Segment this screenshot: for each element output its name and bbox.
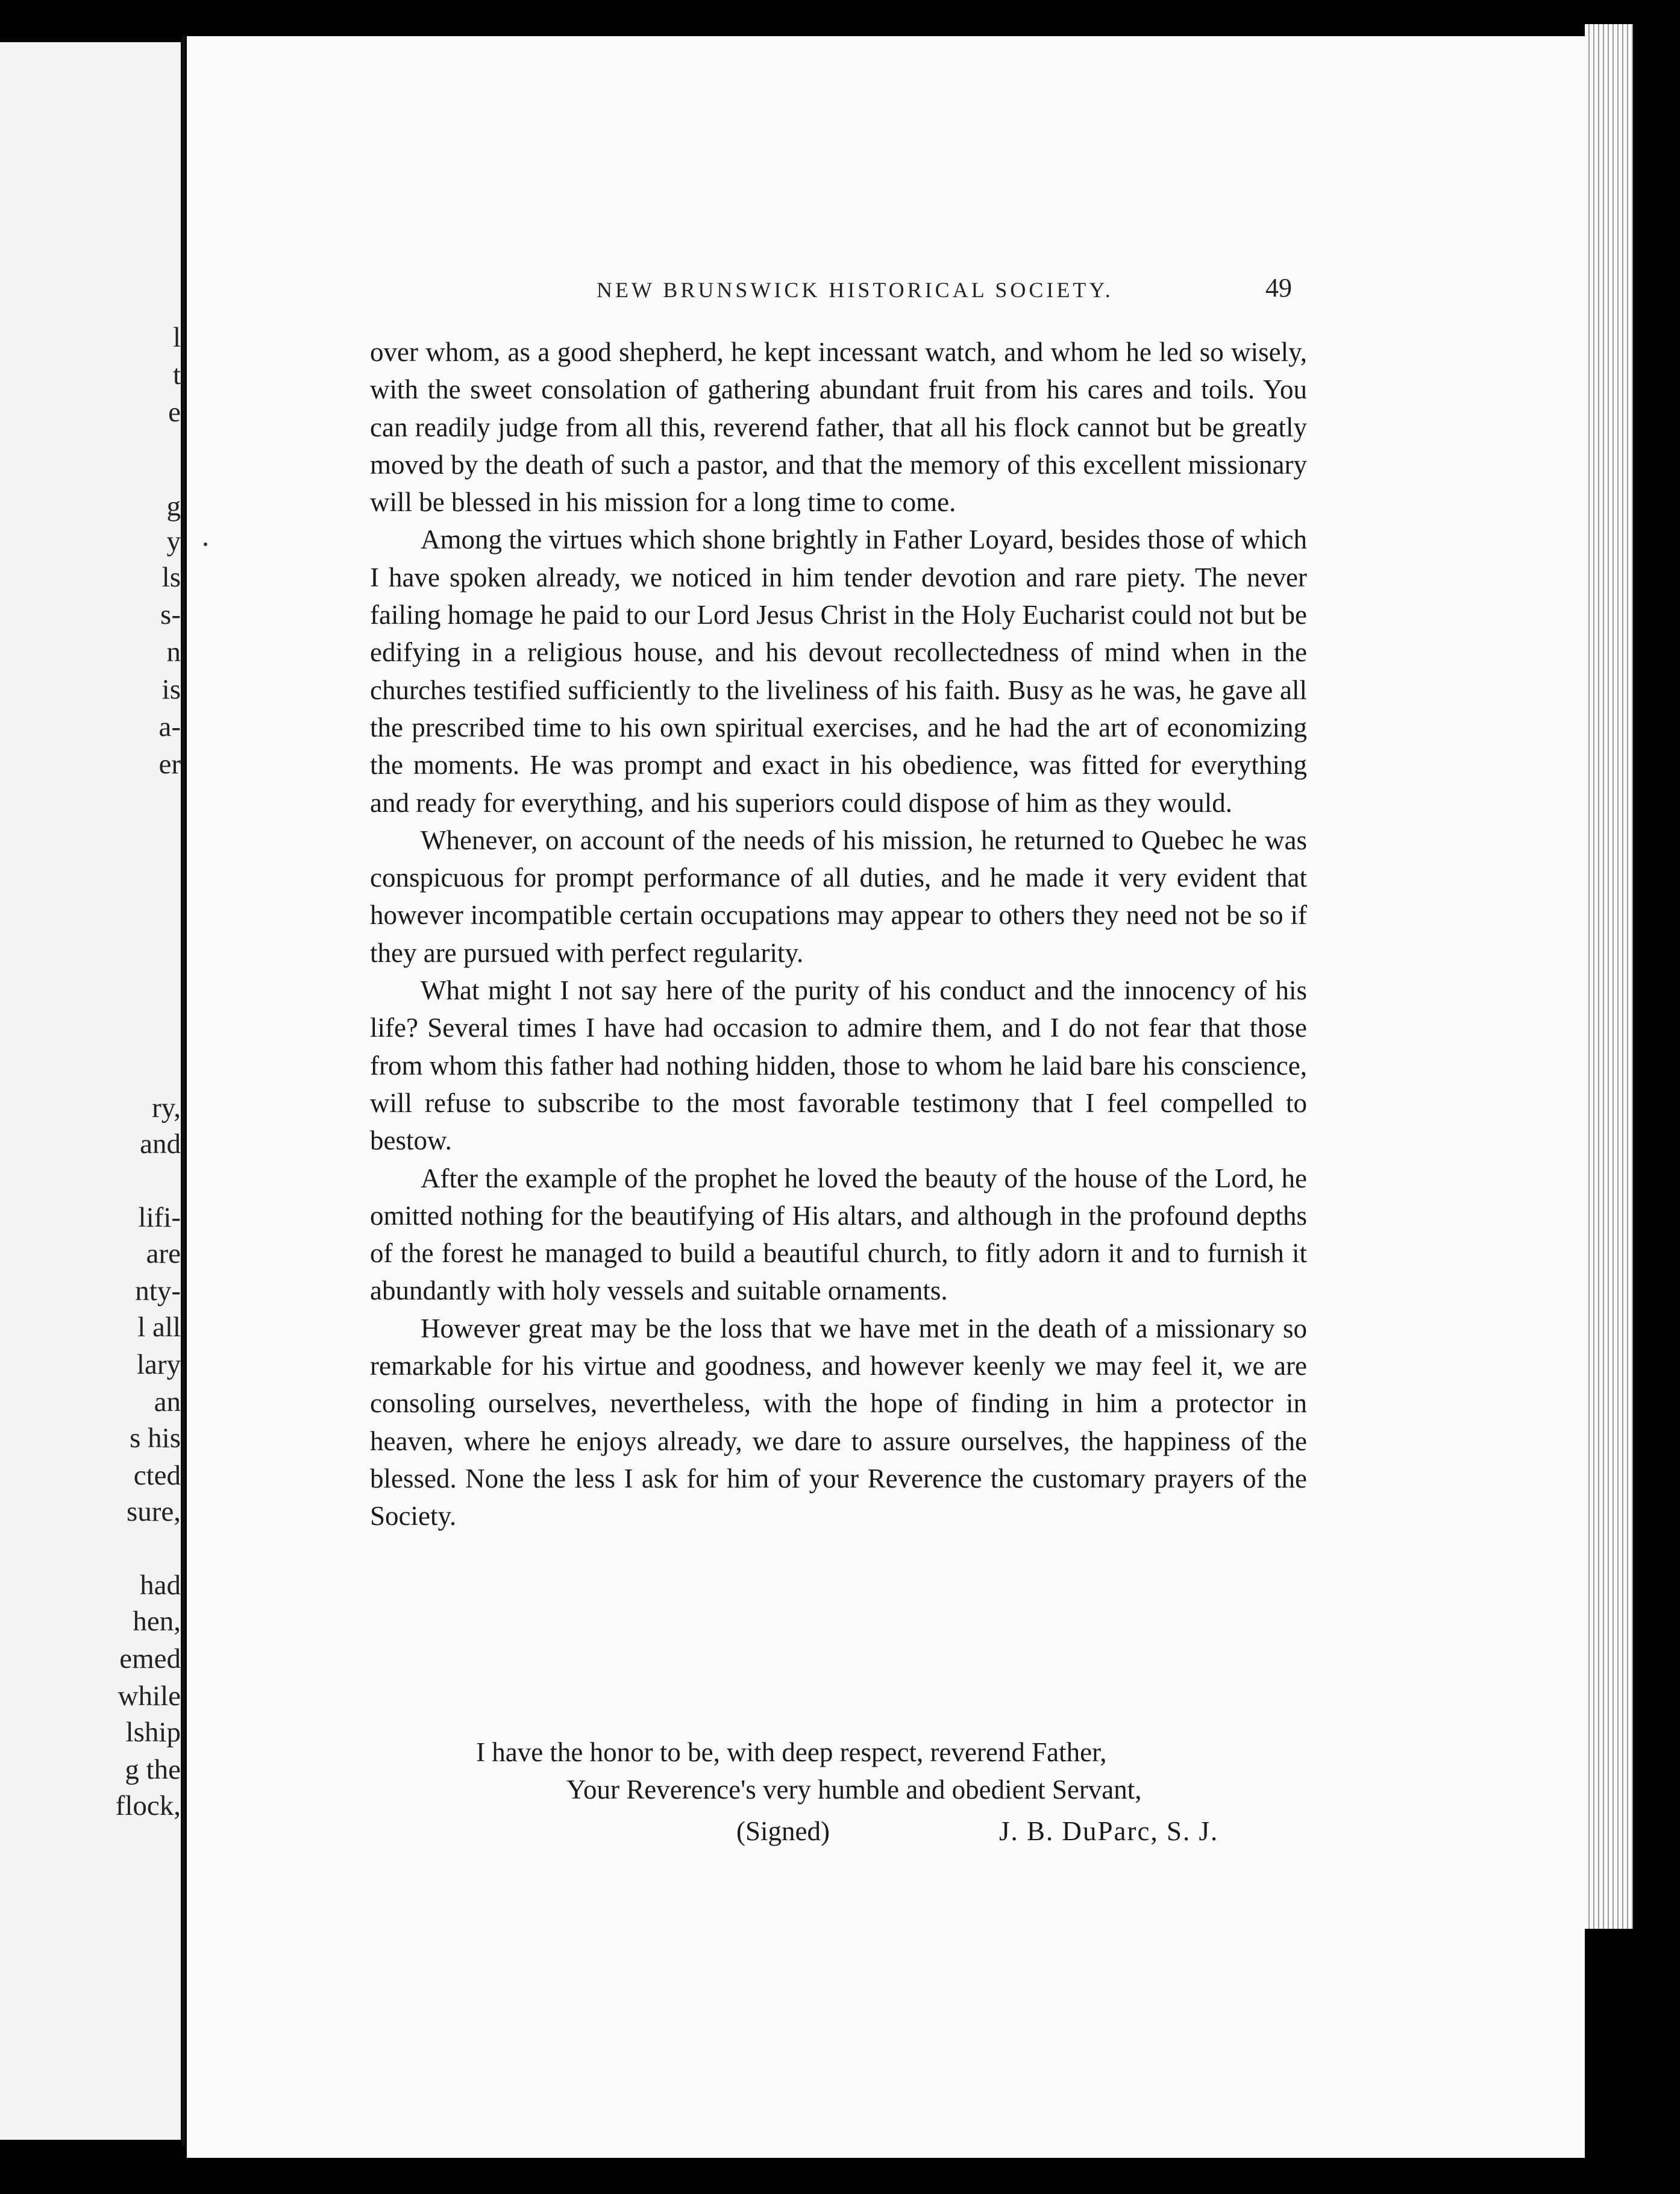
facing-page-word-fragment: flock, — [115, 1790, 181, 1822]
facing-page-word-fragment: ry, — [152, 1092, 181, 1124]
facing-page-word-fragment: while — [118, 1680, 181, 1712]
paragraph: Among the virtues which shone brightly in Father Loyard, besides those of which I have spoken already, we noticed in him tender devotion and rare piety. The never failing homage he paid to our Lord Jesus Christ in the Holy Eucharist could not but be edifying in a religious house, and his devout recollectedness of mind when in the churches testified sufficiently to the liveliness of his faith. Busy as he was, he gave all the prescribed time to his own spiritual exercises, and he had the art of economizing the moments. He was prompt and exact in his obedience, was fitted for everything and ready for everything, and his superiors could dispose of him as they would. — [370, 524, 1307, 818]
running-head: NEW BRUNSWICK HISTORICAL SOCIETY. — [597, 278, 1114, 302]
signed-label: (Signed) — [736, 1816, 830, 1846]
paragraph: After the example of the prophet he loved the beauty of the house of the Lord, he omitted nothing for the beautifying of His altars, and although in the profound depths of the forest he managed to build a beautiful church, to fitly adorn it and to furnish it abundantly with holy vessels and suitable ornaments. — [370, 1163, 1307, 1306]
facing-page-word-fragment: l all — [137, 1312, 181, 1343]
facing-page-word-fragment: e — [168, 397, 181, 428]
facing-page-word-fragment: nty- — [135, 1275, 181, 1307]
closing-line: Your Reverence's very humble and obedient Servant, — [566, 1774, 1142, 1805]
facing-page-word-fragment: hen, — [133, 1606, 181, 1637]
page-number: 49 — [1265, 273, 1292, 303]
facing-page-word-fragment: g the — [125, 1754, 181, 1785]
facing-page-word-fragment: y — [166, 526, 181, 557]
facing-page-word-fragment: l — [172, 322, 181, 353]
facing-page-word-fragment: and — [140, 1128, 181, 1160]
page-edges — [1585, 24, 1633, 1929]
paragraph: over whom, as a good shepherd, he kept incessant watch, and whom he led so wisely, with the sweet consolation of gathering abundant fruit from his cares and toils. You can readily judge from all this, reverend father, that all his flock cannot but be greatly moved by the death of such a pastor, and that the memory of this excellent missionary will be blessed in his mission for a long time to come. — [370, 337, 1307, 518]
facing-page-word-fragment: lship — [125, 1717, 181, 1748]
signature: J. B. DuParc, S. J. — [999, 1816, 1219, 1846]
paragraph: What might I not say here of the purity of his conduct and the innocency of his life? Several times I have had occasion to admire them, and I do not fear that those from whom this father had nothing hidden, those to whom he laid bare his conscience, will refuse to subscribe to the most favorable testimony that I feel compelled to bestow. — [370, 975, 1307, 1156]
paragraph: Whenever, on account of the needs of his mission, he returned to Quebec he was conspicuous for prompt performance of all duties, and he made it very evident that however incompatible certain occupations may appear to others they need not be so if they are pursued with perfect regularity. — [370, 825, 1307, 968]
facing-page-word-fragment: is — [161, 674, 181, 705]
facing-page-word-fragment: ls — [161, 562, 181, 593]
body-text — [370, 333, 1307, 1535]
facing-page-word-fragment: are — [146, 1238, 181, 1269]
facing-page-word-fragment: s- — [160, 599, 181, 630]
facing-page-word-fragment: an — [154, 1386, 181, 1418]
facing-page-word-fragment: sure, — [126, 1496, 181, 1527]
facing-page-word-fragment: had — [140, 1570, 181, 1601]
facing-page-word-fragment: g — [166, 491, 181, 522]
closing-line: I have the honor to be, with deep respect, reverend Father, — [476, 1737, 1107, 1767]
facing-page-word-fragment: emed — [119, 1643, 181, 1674]
margin-mark — [204, 542, 207, 546]
gutter-line — [182, 36, 186, 2146]
paragraph: However great may be the loss that we have met in the death of a missionary so remarkable for his virtue and goodness, and however keenly we may feel it, we are consoling ourselves, nevertheless, with the hope of finding in him a protector in heaven, where he enjoys already, we dare to assure ourselves, the happiness of the blessed. None the less I ask for him of your Reverence the customary prayers of the Society. — [370, 1313, 1307, 1532]
facing-page-word-fragment: n — [166, 637, 181, 668]
facing-page-word-fragment: lifi- — [138, 1202, 181, 1233]
facing-page-word-fragment: a- — [158, 711, 181, 743]
facing-page-word-fragment: cted — [133, 1460, 181, 1491]
facing-page-fragment — [0, 42, 181, 2140]
facing-page-word-fragment: lary — [136, 1349, 181, 1380]
facing-page-word-fragment: s his — [130, 1422, 181, 1454]
facing-page-word-fragment: er — [158, 749, 181, 780]
facing-page-word-fragment: t — [172, 359, 181, 391]
